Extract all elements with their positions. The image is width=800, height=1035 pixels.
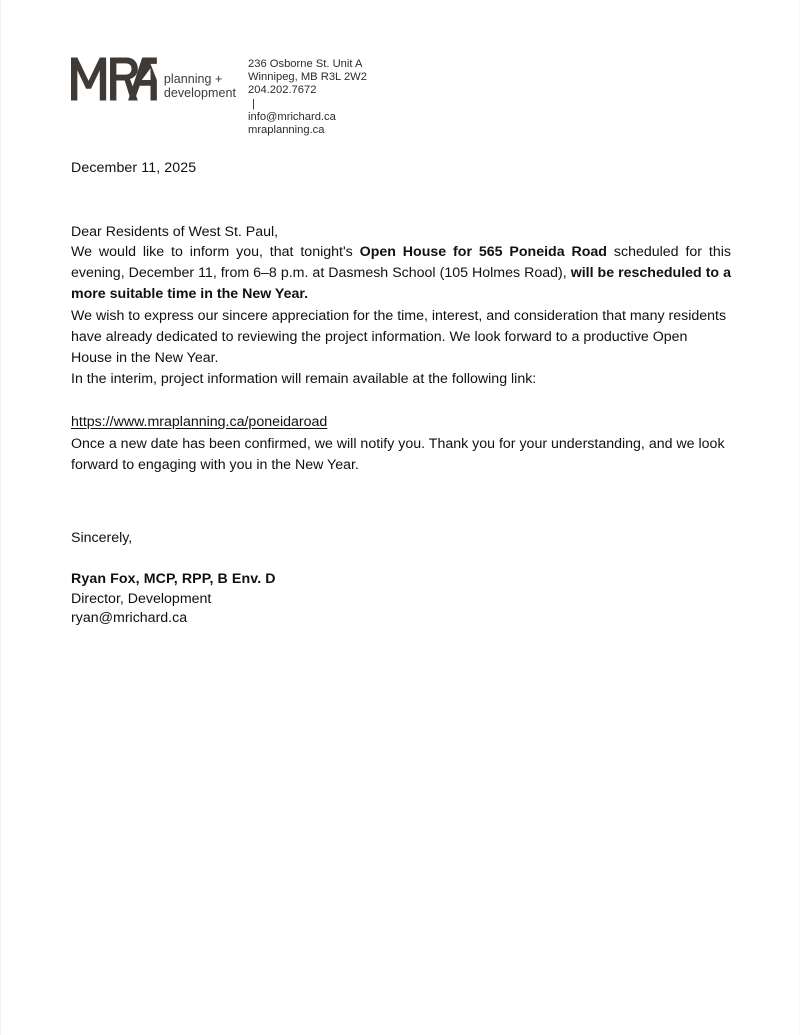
contact-address-line2: Winnipeg, MB R3L 2W2 [248, 71, 367, 84]
signature-block [71, 570, 731, 629]
contact-phone-email-line [248, 84, 367, 124]
notice-bold-2: will be rescheduled to a more suitable time in the New Year. [71, 265, 731, 303]
contact-details [248, 55, 367, 137]
notice-text-1: We would like to inform you, that tonight's [71, 244, 360, 260]
signature-name: Ryan Fox, MCP, RPP, B Env. D [71, 571, 276, 588]
company-logo [71, 55, 236, 101]
letterhead [71, 55, 367, 137]
contact-address-line1: 236 Osborne St. Unit A [248, 58, 363, 70]
notice-text-2: scheduled for this evening, December 11, from 6–8 p.m. at Dasmesh School (105 Holmes Road), [71, 244, 731, 282]
logo-tagline-line2: development [163, 85, 236, 100]
contact-email: info@mrichard.ca [248, 110, 336, 123]
logo-tagline-line1: planning + [163, 72, 223, 86]
letter-sign-off: Sincerely, [71, 530, 133, 547]
signature-email: ryan@mrichard.ca [71, 610, 188, 627]
notice-bold-1: Open House for 565 Poneida Road [359, 244, 607, 260]
paragraph-notice [71, 242, 731, 306]
paragraph-appreciation: We wish to express our sincere appreciation for the time, interest, and consideration that many residents have already dedicated to reviewing the project information. We look forward to a productive Open House in the New Year. [71, 307, 727, 367]
mra-wordmark-icon [71, 55, 157, 101]
signature-title: Director, Development [71, 590, 212, 607]
letter-salutation: Dear Residents of West St. Paul, [71, 224, 279, 240]
letter-date: December 11, 2025 [71, 160, 197, 176]
logo-tagline [164, 73, 236, 100]
project-link-line [71, 412, 731, 433]
project-info-link[interactable]: https://www.mraplanning.ca/poneidaroad [71, 414, 328, 431]
paragraph-closing: Once a new date has been confirmed, we will notify you. Thank you for your understanding, and we look forward to engaging with you in the New Year. [71, 435, 725, 473]
letter-body [71, 158, 731, 629]
contact-website: mraplanning.ca [248, 124, 325, 137]
contact-separator: | [252, 97, 255, 110]
paragraph-interim: In the interim, project information will remain available at the following link: [71, 371, 537, 388]
contact-phone: 204.202.7672 [248, 84, 317, 97]
